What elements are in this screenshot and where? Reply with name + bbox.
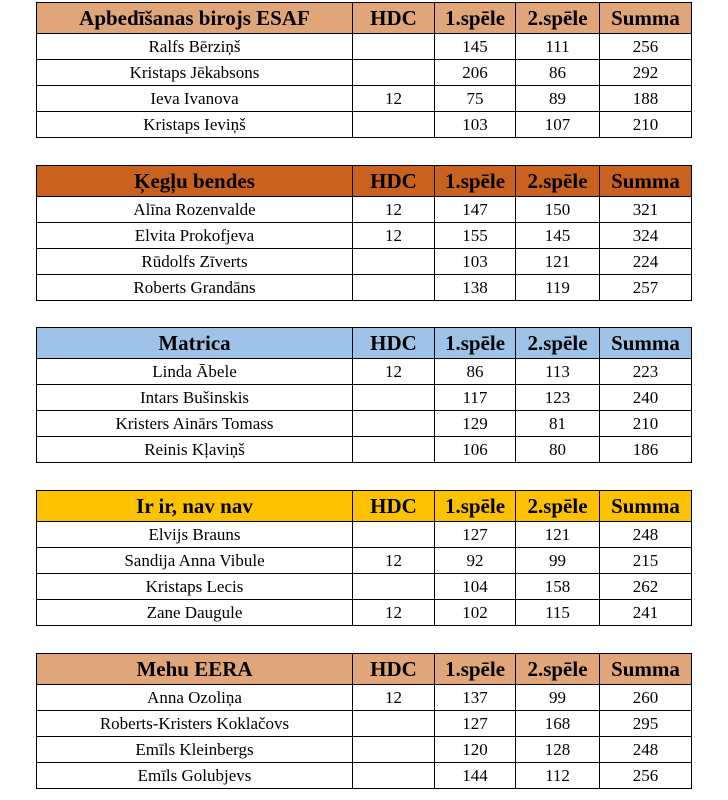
player-hdc: 12	[353, 197, 435, 223]
player-name: Rūdolfs Zīverts	[37, 249, 353, 275]
player-row	[37, 249, 692, 275]
hdc-header: HDC	[353, 491, 435, 522]
player-name: Alīna Rozenvalde	[37, 197, 353, 223]
team-table	[36, 653, 692, 789]
player-hdc: 12	[353, 223, 435, 249]
player-row	[37, 86, 692, 112]
sum-header: Summa	[600, 491, 692, 522]
team-name: Matrica	[37, 328, 353, 359]
game1-header: 1.spēle	[435, 3, 516, 34]
player-row	[37, 60, 692, 86]
player-hdc: 12	[353, 685, 435, 711]
player-game2: 99	[516, 548, 600, 574]
player-hdc: 12	[353, 548, 435, 574]
player-name: Roberts-Kristers Koklačovs	[37, 711, 353, 737]
player-row	[37, 359, 692, 385]
team-header-row	[37, 166, 692, 197]
player-hdc	[353, 574, 435, 600]
game2-header: 2.spēle	[516, 654, 600, 685]
player-game1: 206	[435, 60, 516, 86]
player-sum: 257	[600, 275, 692, 301]
game1-header: 1.spēle	[435, 491, 516, 522]
player-game2: 80	[516, 437, 600, 463]
team-name: Ir ir, nav nav	[37, 491, 353, 522]
player-sum: 295	[600, 711, 692, 737]
player-game1: 75	[435, 86, 516, 112]
player-sum: 224	[600, 249, 692, 275]
player-game1: 106	[435, 437, 516, 463]
player-name: Elvijs Brauns	[37, 522, 353, 548]
player-game2: 113	[516, 359, 600, 385]
player-name: Reinis Kļaviņš	[37, 437, 353, 463]
player-game2: 119	[516, 275, 600, 301]
player-game2: 145	[516, 223, 600, 249]
player-hdc	[353, 763, 435, 789]
game2-header: 2.spēle	[516, 3, 600, 34]
team-table	[36, 327, 692, 463]
team-header-row	[37, 491, 692, 522]
player-game1: 138	[435, 275, 516, 301]
team-table	[36, 2, 692, 138]
player-game1: 103	[435, 249, 516, 275]
player-name: Linda Ābele	[37, 359, 353, 385]
player-game1: 127	[435, 522, 516, 548]
player-name: Sandija Anna Vibule	[37, 548, 353, 574]
player-sum: 256	[600, 763, 692, 789]
player-sum: 241	[600, 600, 692, 626]
player-sum: 186	[600, 437, 692, 463]
player-name: Roberts Grandāns	[37, 275, 353, 301]
player-row	[37, 197, 692, 223]
player-hdc	[353, 411, 435, 437]
player-hdc	[353, 522, 435, 548]
player-game2: 89	[516, 86, 600, 112]
player-hdc: 12	[353, 600, 435, 626]
player-name: Kristaps Ieviņš	[37, 112, 353, 138]
player-hdc	[353, 737, 435, 763]
player-game2: 112	[516, 763, 600, 789]
player-game1: 127	[435, 711, 516, 737]
player-row	[37, 223, 692, 249]
hdc-header: HDC	[353, 166, 435, 197]
player-sum: 324	[600, 223, 692, 249]
sum-header: Summa	[600, 328, 692, 359]
player-sum: 215	[600, 548, 692, 574]
player-game1: 103	[435, 112, 516, 138]
player-row	[37, 574, 692, 600]
player-game2: 81	[516, 411, 600, 437]
game1-header: 1.spēle	[435, 654, 516, 685]
player-hdc	[353, 60, 435, 86]
player-sum: 210	[600, 112, 692, 138]
player-game2: 158	[516, 574, 600, 600]
team-header-row	[37, 328, 692, 359]
player-hdc	[353, 437, 435, 463]
sum-header: Summa	[600, 3, 692, 34]
player-game2: 123	[516, 385, 600, 411]
player-row	[37, 600, 692, 626]
player-sum: 262	[600, 574, 692, 600]
player-name: Ralfs Bērziņš	[37, 34, 353, 60]
player-game1: 92	[435, 548, 516, 574]
hdc-header: HDC	[353, 654, 435, 685]
team-header-row	[37, 3, 692, 34]
player-game1: 102	[435, 600, 516, 626]
player-name: Emīls Golubjevs	[37, 763, 353, 789]
team-table	[36, 490, 692, 626]
player-name: Intars Bušinskis	[37, 385, 353, 411]
player-name: Anna Ozoliņa	[37, 685, 353, 711]
player-hdc	[353, 249, 435, 275]
player-game2: 168	[516, 711, 600, 737]
player-hdc: 12	[353, 359, 435, 385]
player-row	[37, 737, 692, 763]
player-sum: 188	[600, 86, 692, 112]
player-hdc	[353, 275, 435, 301]
hdc-header: HDC	[353, 328, 435, 359]
player-hdc	[353, 34, 435, 60]
player-game1: 147	[435, 197, 516, 223]
player-row	[37, 112, 692, 138]
player-sum: 240	[600, 385, 692, 411]
player-game2: 128	[516, 737, 600, 763]
team-name: Mehu EERA	[37, 654, 353, 685]
player-game1: 137	[435, 685, 516, 711]
player-game1: 129	[435, 411, 516, 437]
player-sum: 260	[600, 685, 692, 711]
game1-header: 1.spēle	[435, 328, 516, 359]
player-game2: 86	[516, 60, 600, 86]
player-sum: 292	[600, 60, 692, 86]
player-sum: 256	[600, 34, 692, 60]
game2-header: 2.spēle	[516, 166, 600, 197]
game2-header: 2.spēle	[516, 328, 600, 359]
sum-header: Summa	[600, 654, 692, 685]
player-game2: 111	[516, 34, 600, 60]
player-game1: 145	[435, 34, 516, 60]
player-game2: 121	[516, 249, 600, 275]
team-table	[36, 165, 692, 301]
team-header-row	[37, 654, 692, 685]
hdc-header: HDC	[353, 3, 435, 34]
player-game2: 115	[516, 600, 600, 626]
player-row	[37, 411, 692, 437]
player-row	[37, 548, 692, 574]
team-name: Apbedīšanas birojs ESAF	[37, 3, 353, 34]
player-hdc	[353, 112, 435, 138]
sum-header: Summa	[600, 166, 692, 197]
player-name: Kristaps Lecis	[37, 574, 353, 600]
player-game2: 121	[516, 522, 600, 548]
player-sum: 210	[600, 411, 692, 437]
game2-header: 2.spēle	[516, 491, 600, 522]
player-row	[37, 437, 692, 463]
player-game1: 117	[435, 385, 516, 411]
player-game1: 86	[435, 359, 516, 385]
player-hdc: 12	[353, 86, 435, 112]
player-row	[37, 34, 692, 60]
player-row	[37, 275, 692, 301]
player-name: Kristaps Jēkabsons	[37, 60, 353, 86]
team-name: Ķegļu bendes	[37, 166, 353, 197]
player-hdc	[353, 385, 435, 411]
player-name: Kristers Ainārs Tomass	[37, 411, 353, 437]
player-game1: 144	[435, 763, 516, 789]
player-row	[37, 711, 692, 737]
player-game2: 107	[516, 112, 600, 138]
player-sum: 321	[600, 197, 692, 223]
player-row	[37, 685, 692, 711]
player-name: Ieva Ivanova	[37, 86, 353, 112]
player-hdc	[353, 711, 435, 737]
player-game2: 150	[516, 197, 600, 223]
player-name: Emīls Kleinbergs	[37, 737, 353, 763]
player-row	[37, 385, 692, 411]
player-game1: 155	[435, 223, 516, 249]
player-sum: 223	[600, 359, 692, 385]
player-row	[37, 522, 692, 548]
player-name: Zane Daugule	[37, 600, 353, 626]
player-game1: 120	[435, 737, 516, 763]
player-game1: 104	[435, 574, 516, 600]
player-row	[37, 763, 692, 789]
player-game2: 99	[516, 685, 600, 711]
game1-header: 1.spēle	[435, 166, 516, 197]
player-sum: 248	[600, 522, 692, 548]
player-name: Elvita Prokofjeva	[37, 223, 353, 249]
player-sum: 248	[600, 737, 692, 763]
